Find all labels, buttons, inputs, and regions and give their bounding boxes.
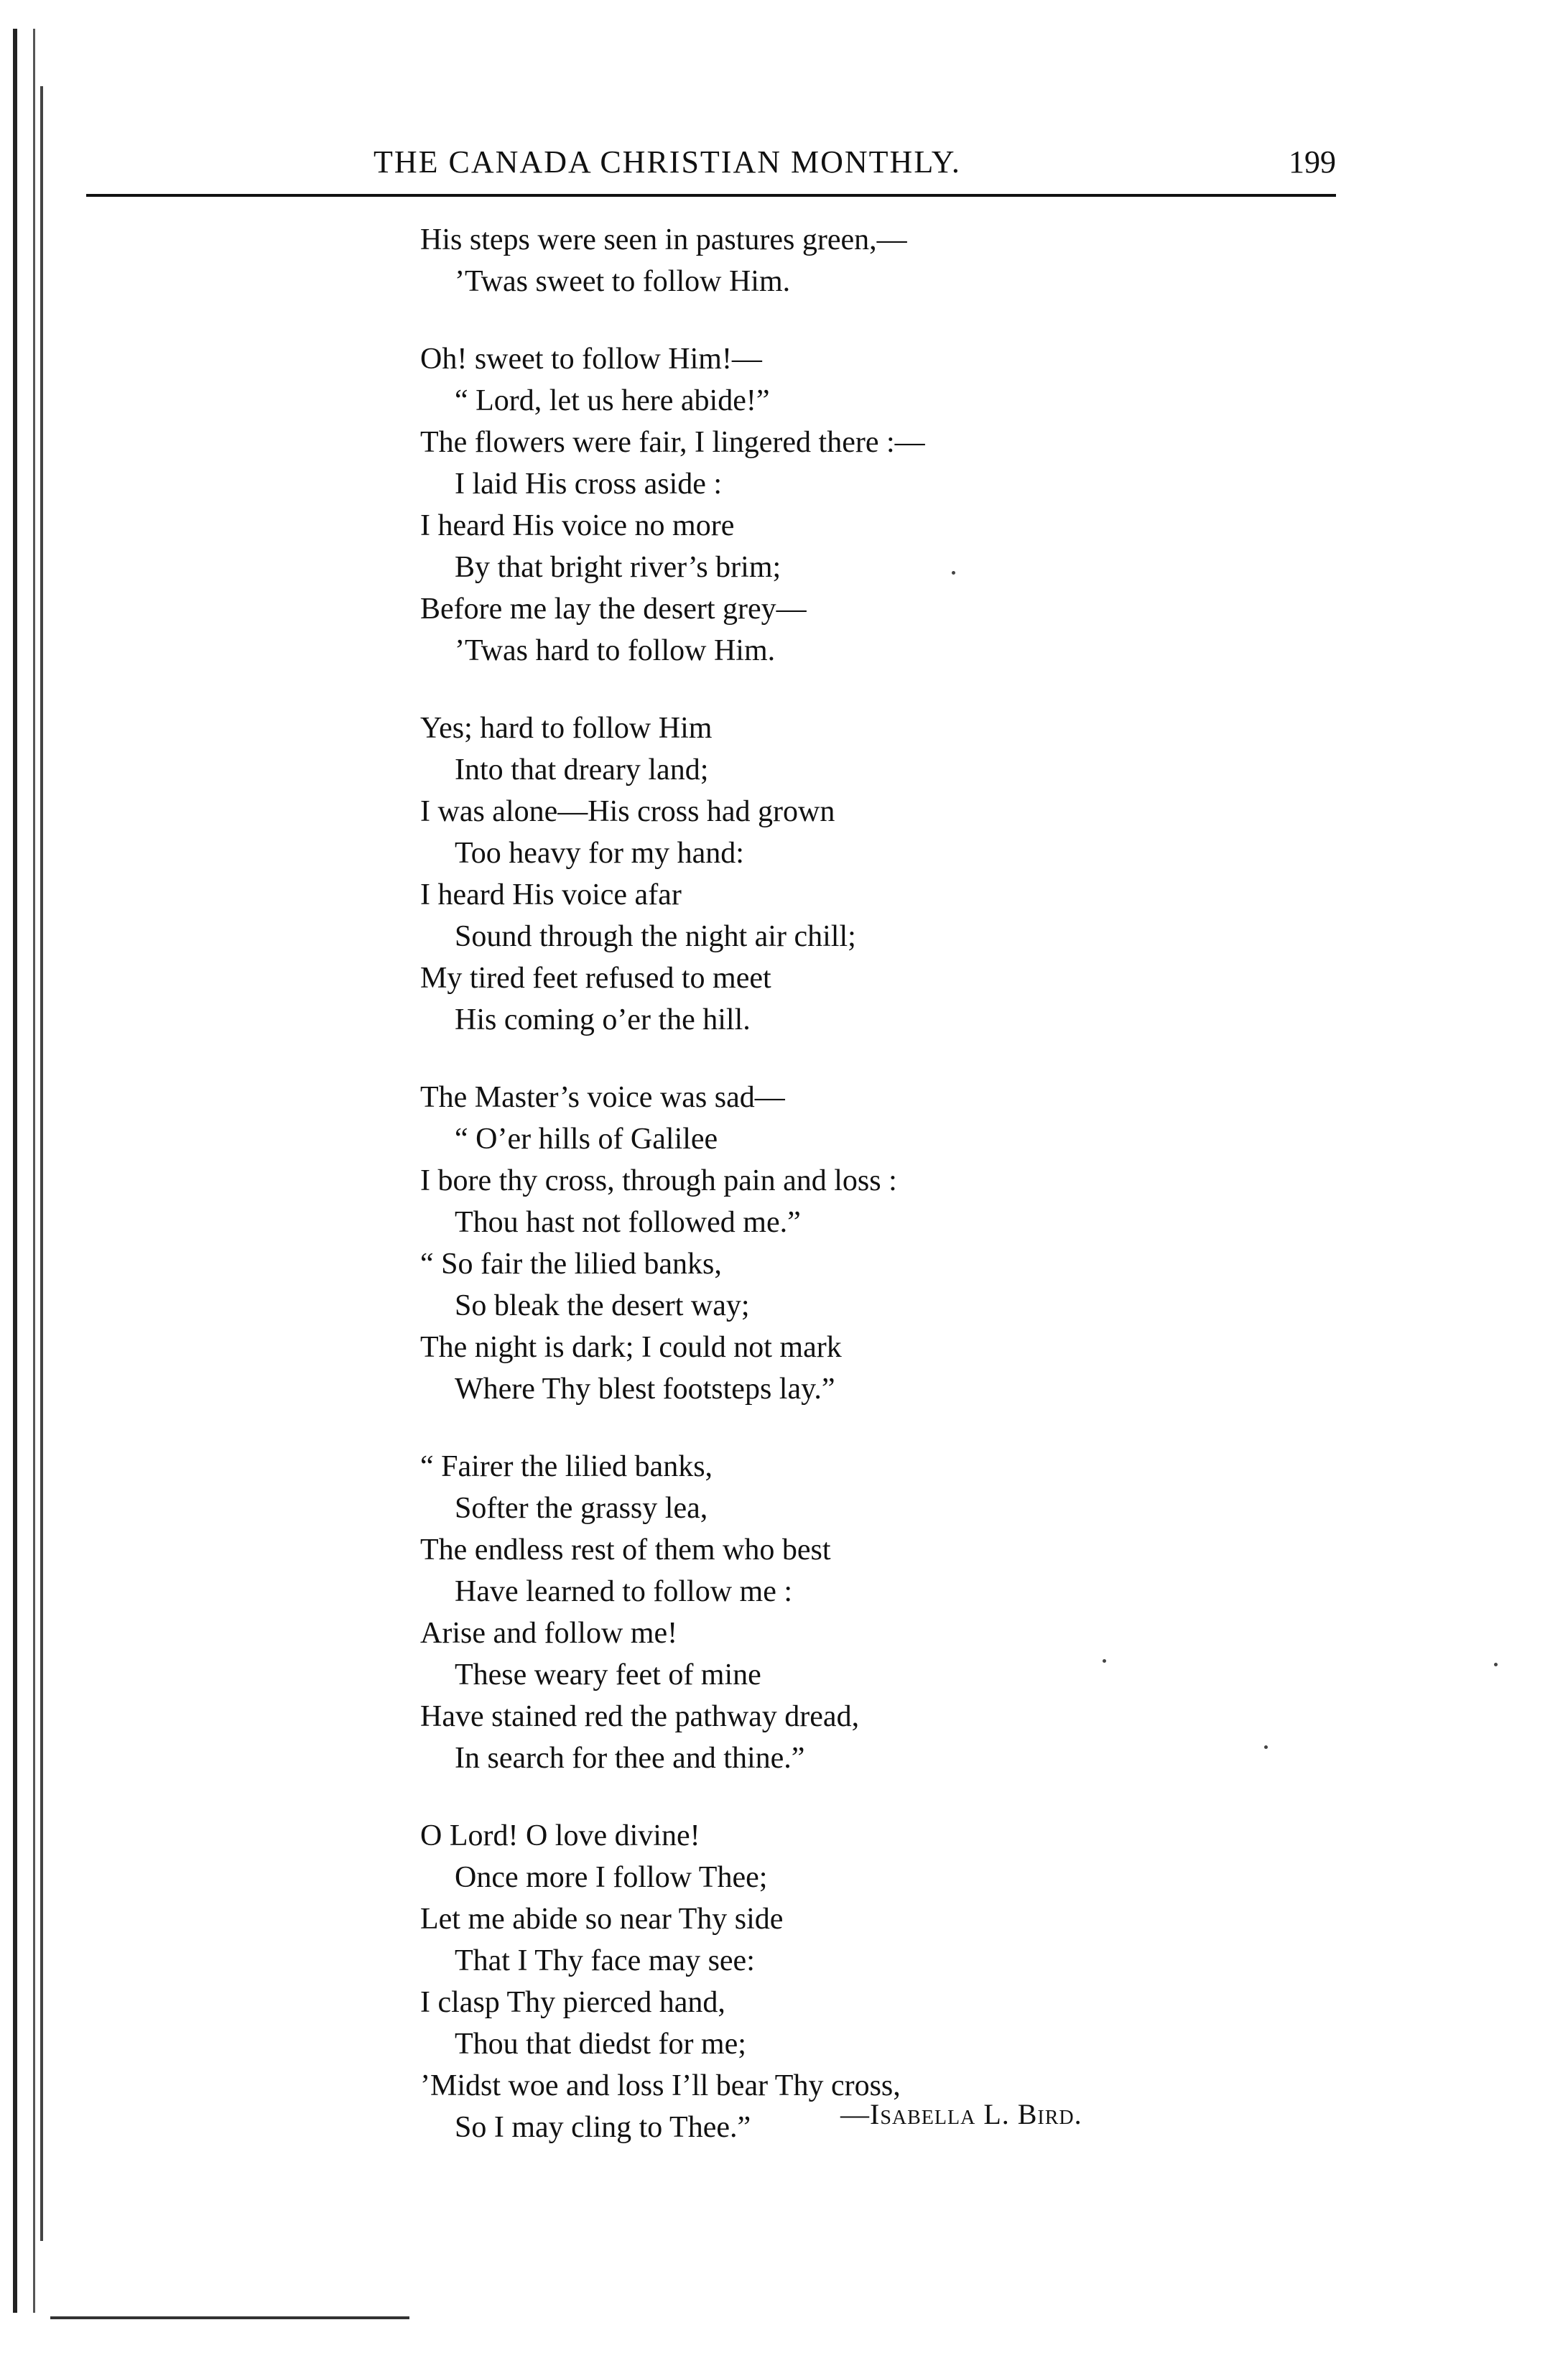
poem-line: The endless rest of them who best [420,1533,831,1567]
poem-line: ’Twas sweet to follow Him. [455,265,791,298]
poem-line: His coming o’er the hill. [455,1003,751,1036]
poem-line: Yes; hard to follow Him [420,712,713,745]
poem-line: Softer the grassy lea, [455,1492,708,1525]
stanza [420,1446,1246,1779]
poem-line: Before me lay the desert grey— [420,593,807,626]
poem-line: I heard His voice no more [420,509,735,542]
poem-line: Too heavy for my hand: [455,837,744,870]
journal-title: THE CANADA CHRISTIAN MONTHLY. [374,144,961,180]
poem [420,219,1246,2184]
stanza [420,707,1246,1041]
poem-line: The night is dark; I could not mark [420,1331,842,1364]
print-speck [952,571,955,575]
poem-line: “ Fairer the lilied banks, [420,1450,713,1483]
poem-line: Where Thy blest footsteps lay.” [455,1373,835,1406]
poem-line: Have learned to follow me : [455,1575,792,1608]
running-header [86,136,1336,201]
poem-line: Arise and follow me! [420,1617,678,1650]
binding-shadow [40,86,43,2241]
poem-line: Into that dreary land; [455,753,709,786]
poem-line: So bleak the desert way; [455,1289,750,1322]
attribution: —Isabella L. Bird. [840,2098,1082,2130]
poem-line: ’Midst woe and loss I’ll bear Thy cross, [420,2069,901,2102]
poem-line: I bore thy cross, through pain and loss : [420,1164,897,1197]
poem-line: Thou hast not followed me.” [455,1206,801,1239]
stanza [420,1815,1246,2148]
header-rule [86,194,1336,197]
poem-line: I clasp Thy pierced hand, [420,1986,725,2019]
poem-line: Have stained red the pathway dread, [420,1700,860,1733]
poem-line: I laid His cross aside : [455,468,723,501]
stanza [420,1077,1246,1410]
poem-line: The Master’s voice was sad— [420,1081,785,1114]
poem-line: Thou that diedst for me; [455,2028,746,2061]
poem-line: Sound through the night air chill; [455,920,856,953]
poem-line: “ So fair the lilied banks, [420,1248,722,1281]
poem-line: “ Lord, let us here abide!” [455,384,770,417]
stanza [420,219,1246,302]
print-speck [1103,1659,1106,1663]
poem-line: I was alone—His cross had grown [420,795,835,828]
stanza [420,338,1246,672]
poem-line: The flowers were fair, I lingered there :— [420,426,925,459]
page-number: 199 [1289,144,1336,180]
poem-line: These weary feet of mine [455,1658,761,1691]
poem-line: Oh! sweet to follow Him!— [420,343,762,376]
print-speck [1264,1745,1268,1749]
binding-edge [13,29,35,2313]
poem-line: Once more I follow Thee; [455,1861,768,1894]
poem-line: O Lord! O love divine! [420,1819,700,1852]
poem-line: So I may cling to Thee.” [455,2111,751,2144]
poem-line: “ O’er hills of Galilee [455,1123,718,1156]
poem-line: ’Twas hard to follow Him. [455,634,776,667]
footer-rule [50,2316,409,2319]
print-speck [1494,1663,1498,1666]
poem-line: In search for thee and thine.” [455,1742,805,1775]
poem-line: By that bright river’s brim; [455,551,781,584]
poem-line: His steps were seen in pastures green,— [420,223,907,256]
poem-line: My tired feet refused to meet [420,962,771,995]
poem-line: I heard His voice afar [420,878,682,911]
poem-line: Let me abide so near Thy side [420,1903,784,1936]
poem-line: That I Thy face may see: [455,1944,755,1977]
